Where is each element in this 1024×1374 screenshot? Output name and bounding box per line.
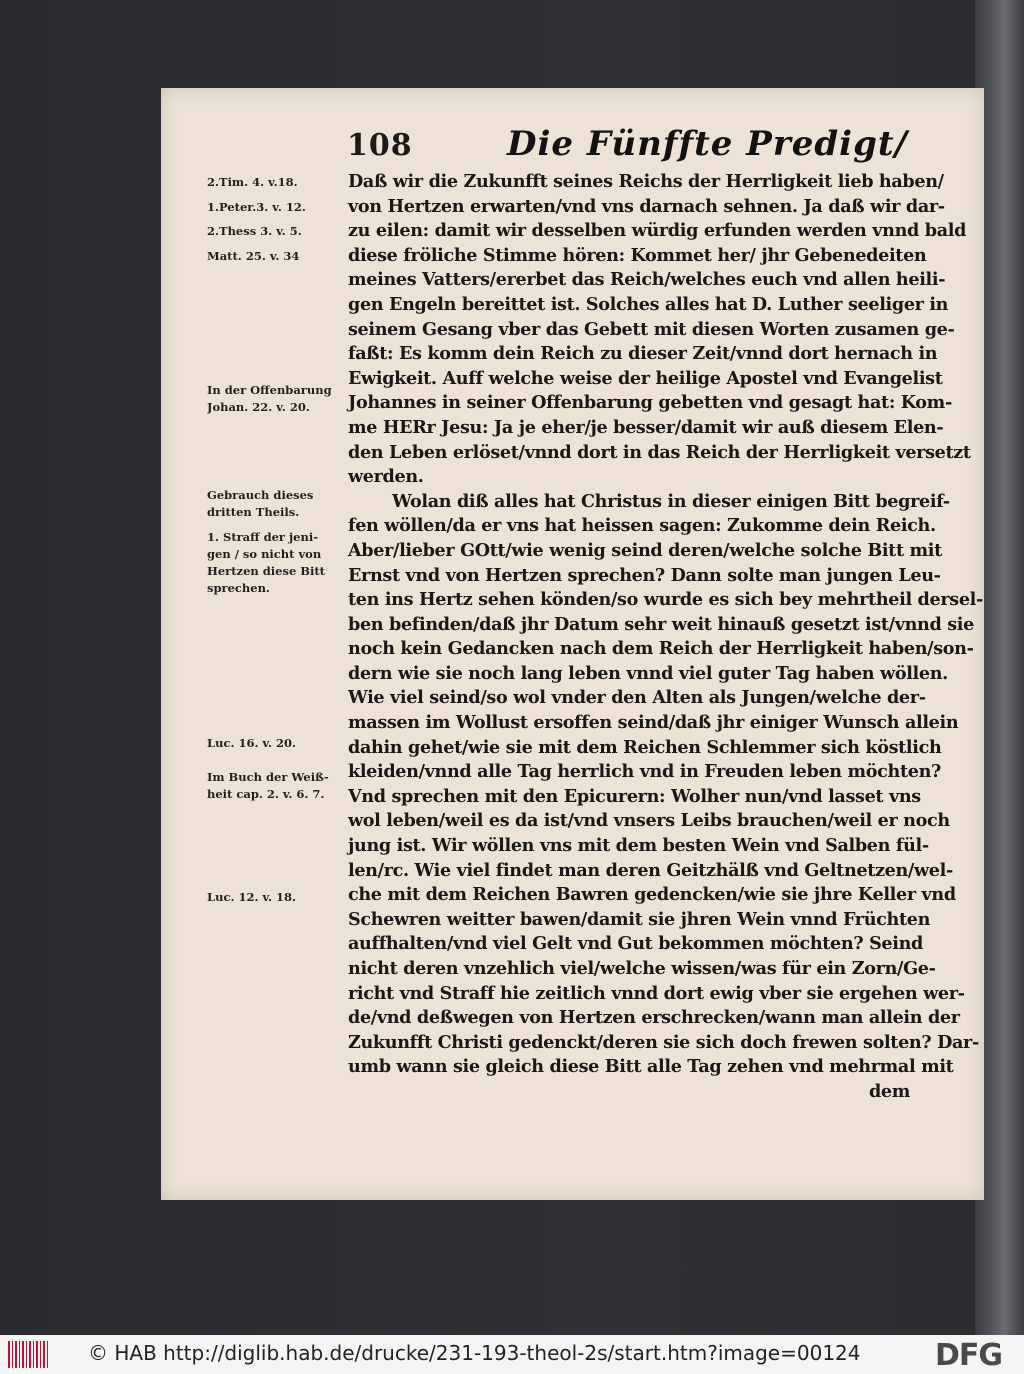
margin-note: Luc. 16. v. 20. bbox=[207, 736, 297, 750]
text-line: de/vnd deßwegen von Hertzen erschrecken/wann man allein der bbox=[348, 1007, 960, 1029]
text-line: ben befinden/daß jhr Datum sehr weit hinauß gesetzt ist/vnnd sie bbox=[348, 613, 974, 635]
text-line: che mit dem Reichen Bawren gedencken/wie sie jhre Keller vnd bbox=[348, 884, 956, 906]
book-page bbox=[161, 88, 984, 1200]
text-line: diese fröliche Stimme hören: Kommet her/ jhr Gebenedeiten bbox=[348, 244, 927, 266]
text-line: Wie viel seind/so wol vnder den Alten als Jungen/welche der- bbox=[348, 687, 926, 709]
text-line: Vnd sprechen mit den Epicurern: Wolher nun/vnd lasset vns bbox=[348, 785, 921, 807]
running-head: Die Fünffte Predigt/ bbox=[507, 124, 908, 164]
text-line: Zukunfft Christi gedenckt/deren sie sich doch frewen solten? Dar- bbox=[348, 1031, 979, 1053]
text-line: Wolan diß alles hat Christus in dieser einigen Bitt begreif- bbox=[392, 490, 950, 512]
text-line: faßt: Es komm dein Reich zu dieser Zeit/vnnd dort hernach in bbox=[348, 343, 938, 365]
text-line: ten ins Hertz sehen könden/so wurde es sich bey mehrtheil dersel- bbox=[348, 589, 983, 611]
text-line: massen im Wollust ersoffen seind/daß jhr einiger Wunsch allein bbox=[348, 712, 959, 734]
text-line: dahin gehet/wie sie mit dem Reichen Schlemmer sich köstlich bbox=[348, 736, 942, 758]
margin-note: 1.Peter.3. v. 12. bbox=[207, 200, 306, 214]
margin-note: 2.Tim. 4. v.18. bbox=[207, 175, 298, 189]
text-line: von Hertzen erwarten/vnd vns darnach sehnen. Ja daß wir dar- bbox=[348, 195, 945, 217]
text-line: kleiden/vnnd alle Tag herrlich vnd in Freuden leben möchten? bbox=[348, 761, 941, 783]
margin-note: heit cap. 2. v. 6. 7. bbox=[207, 787, 325, 801]
text-line: Johannes in seiner Offenbarung gebetten vnd gesagt hat: Kom- bbox=[348, 392, 952, 414]
margin-note: sprechen. bbox=[207, 581, 270, 595]
text-line: me HERr Jesu: Ja je eher/je besser/damit wir auß diesem Elen- bbox=[348, 416, 944, 438]
text-line: umb wann sie gleich diese Bitt alle Tag zehen vnd mehrmal mit bbox=[348, 1056, 954, 1078]
text-line: richt vnd Straff hie zeitlich vnnd dort ewig vber sie ergehen wer- bbox=[348, 982, 965, 1004]
text-line: fen wöllen/da er vns hat heissen sagen: Zukomme dein Reich. bbox=[348, 515, 936, 537]
margin-note: 1. Straff der jeni- bbox=[207, 530, 318, 544]
footer-bar bbox=[0, 1335, 1024, 1374]
margin-note: 2.Thess 3. v. 5. bbox=[207, 224, 302, 238]
catchword: dem bbox=[868, 1080, 910, 1102]
text-line: Ernst vnd von Hertzen sprechen? Dann solte man jungen Leu- bbox=[348, 564, 941, 586]
margin-note: Gebrauch dieses bbox=[207, 488, 314, 502]
text-line: Schewren weitter bawen/damit sie jhren Wein vnnd Früchten bbox=[348, 908, 931, 930]
text-line: den Leben erlöset/vnnd dort in das Reich der Herrligkeit versetzt bbox=[348, 441, 971, 463]
margin-note: Im Buch der Weiß- bbox=[207, 770, 329, 784]
text-line: nicht deren vnzehlich viel/welche wissen/was für ein Zorn/Ge- bbox=[348, 958, 936, 979]
text-line: gen Engeln bereittet ist. Solches alles hat D. Luther seeliger in bbox=[348, 293, 949, 315]
text-line: Daß wir die Zukunfft seines Reichs der Herrligkeit lieb haben/ bbox=[348, 171, 944, 192]
margin-note: In der Offenbarung bbox=[207, 383, 332, 397]
barcode-icon bbox=[8, 1341, 48, 1368]
text-line: seinem Gesang vber das Gebett mit diesen Worten zusamen ge- bbox=[348, 318, 955, 340]
body-text bbox=[348, 170, 983, 1105]
text-line: auffhalten/vnd viel Gelt vnd Gut bekommen möchten? Seind bbox=[348, 933, 923, 955]
text-line: len/rc. Wie viel findet man deren Geitzhälß vnd Geltnetzen/wel- bbox=[348, 859, 953, 881]
copyright-link[interactable]: © HAB http://diglib.hab.de/drucke/231-193-theol-2s/start.htm?image=00124 bbox=[88, 1341, 861, 1365]
text-line: wol leben/weil es da ist/vnd vnsers Leibs brauchen/weil er noch bbox=[348, 810, 950, 832]
margin-note: dritten Theils. bbox=[207, 505, 300, 519]
page-number: 108 bbox=[347, 128, 413, 163]
text-line: zu eilen: damit wir desselben würdig erfunden werden vnnd bald bbox=[348, 220, 967, 242]
text-line: werden. bbox=[348, 466, 424, 488]
margin-note: Luc. 12. v. 18. bbox=[207, 890, 297, 904]
margin-note: gen / so nicht von bbox=[207, 547, 322, 561]
text-line: Aber/lieber GOtt/wie wenig seind deren/welche solche Bitt mit bbox=[348, 539, 942, 561]
text-line: Ewigkeit. Auff welche weise der heilige Apostel vnd Evangelist bbox=[348, 367, 943, 389]
dfg-logo: DFG bbox=[935, 1338, 1003, 1373]
margin-note: Johan. 22. v. 20. bbox=[207, 400, 310, 414]
text-line: jung ist. Wir wöllen vns mit dem besten Wein vnd Salben fül- bbox=[348, 835, 929, 857]
text-line: noch kein Gedancken nach dem Reich der Herrligkeit haben/son- bbox=[348, 638, 974, 660]
margin-note: Matt. 25. v. 34 bbox=[207, 249, 300, 263]
margin-note: Hertzen diese Bitt bbox=[207, 564, 325, 578]
text-line: dern wie sie noch lang leben vnnd viel guter Tag haben wöllen. bbox=[348, 662, 948, 684]
text-line: meines Vatters/ererbet das Reich/welches euch vnd allen heili- bbox=[348, 269, 946, 291]
